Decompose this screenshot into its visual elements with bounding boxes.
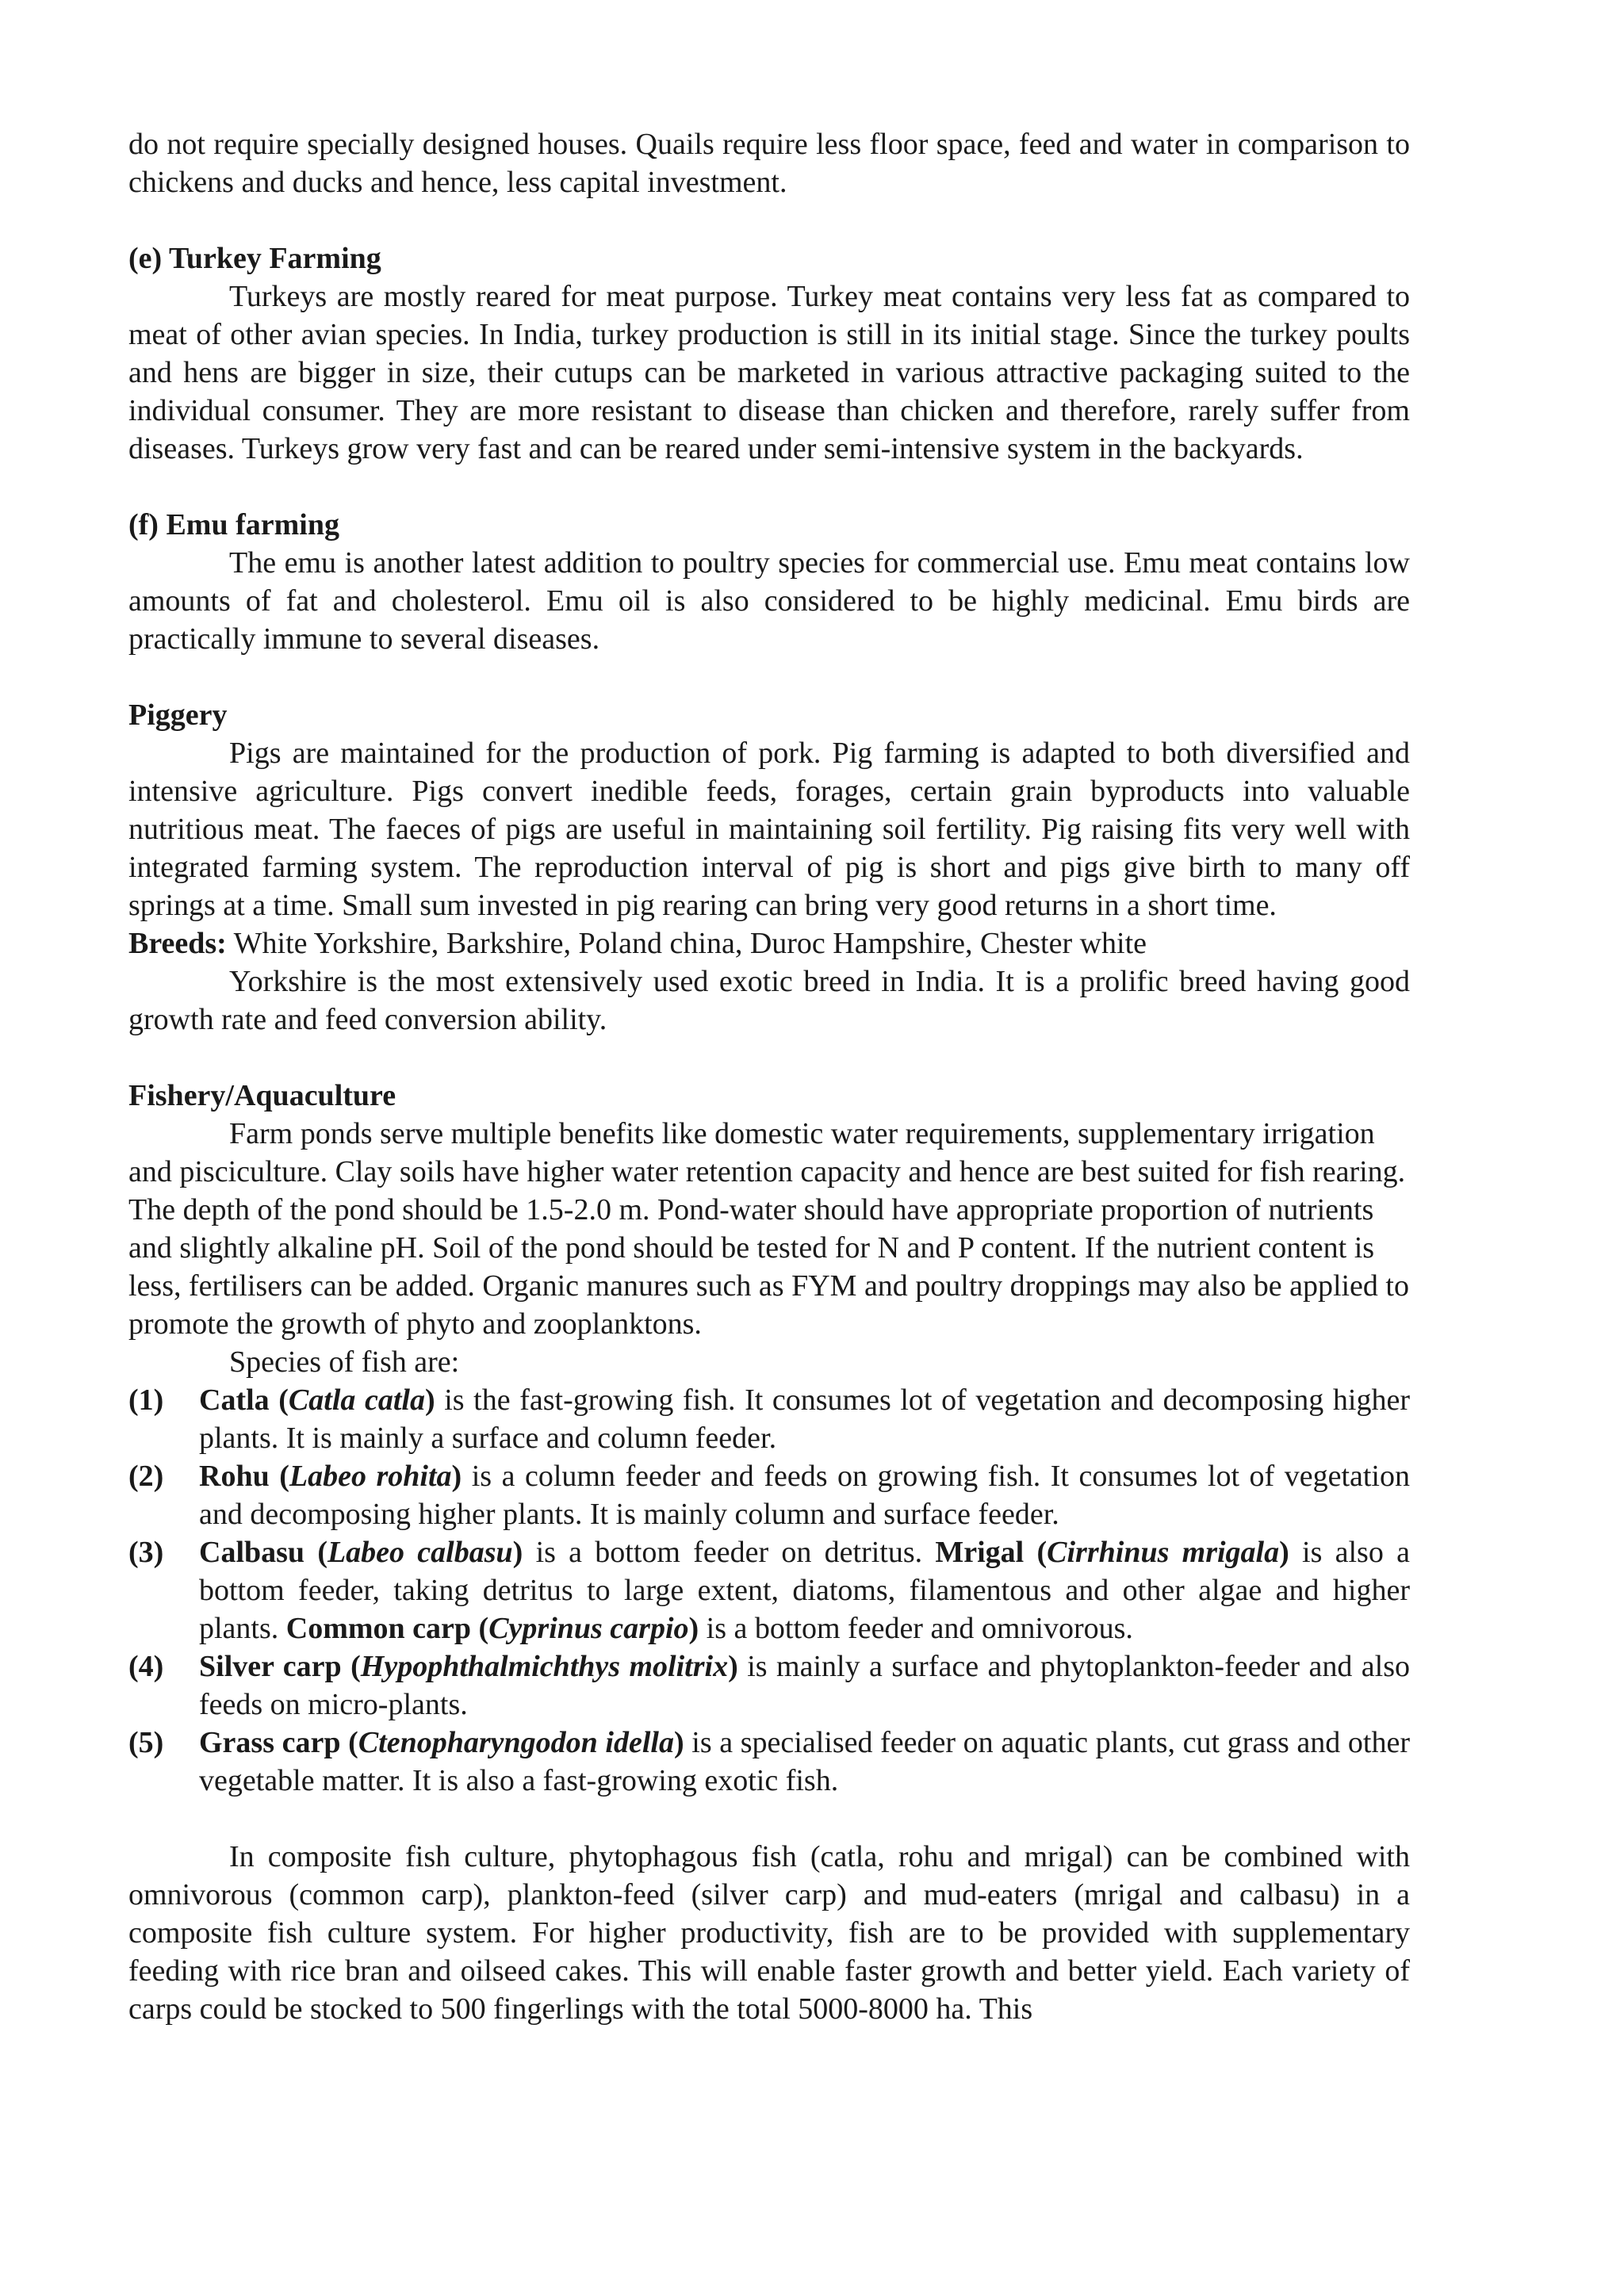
species-name: Grass carp ( xyxy=(199,1726,358,1759)
fishery-section xyxy=(128,1077,1410,2028)
species-name: Rohu ( xyxy=(199,1460,289,1493)
species-name-close: ) xyxy=(728,1650,738,1683)
yorkshire-note: Yorkshire is the most extensively used exotic breed in India. It is a prolific breed having good growth rate and feed conversion ability. xyxy=(128,965,1410,1036)
spacer xyxy=(128,201,1410,239)
list-item xyxy=(128,1381,1410,1457)
item-number: (4) xyxy=(128,1650,164,1683)
species-description xyxy=(199,1724,1410,1800)
species-name: Silver carp ( xyxy=(199,1650,361,1683)
emu-heading: (f) Emu farming xyxy=(128,508,339,541)
item-number: (5) xyxy=(128,1726,164,1759)
species-text: is a specialised feeder on aquatic plants, cut grass and other vegetable matter. It is also a fast-growing exotic fish. xyxy=(199,1726,1411,1797)
spacer xyxy=(128,468,1410,506)
piggery-heading: Piggery xyxy=(128,698,228,732)
piggery-section xyxy=(128,696,1410,1039)
species-text: is mainly a surface and phytoplankton-feeder and also feeds on micro-plants. xyxy=(199,1650,1411,1721)
species-description xyxy=(199,1457,1410,1533)
composite-culture-paragraph: In composite fish culture, phytophagous fish (catla, rohu and mrigal) can be combined with omnivorous (common carp), plankton-feed (silver carp) and mud-eaters (mrigal and calbasu) in a composite fish culture system. For higher productivity, fish are to be provided with supplementary feeding with rice bran and oilseed cakes. This will enable faster growth and better yield. Each variety of carps could be stocked to 500 fingerlings with the total 5000-8000 ha. This xyxy=(128,1840,1410,2026)
species-text: is a bottom feeder on detritus. xyxy=(523,1536,936,1569)
list-item xyxy=(128,1533,1410,1647)
fishery-heading: Fishery/Aquaculture xyxy=(128,1079,396,1112)
spacer xyxy=(128,1800,1410,1838)
turkey-body: Turkeys are mostly reared for meat purpose. Turkey meat contains very less fat as compared to meat of other avian species. In India, turkey production is still in its initial stage. Since the turkey poults and hens are bigger in size, their cutups can be marketed in various attractive packaging suited to the individual consumer. They are more resistant to disease than chicken and therefore, rarely suffer from diseases. Turkeys grow very fast and can be reared under semi-intensive system in the backyards. xyxy=(128,280,1410,465)
breeds-line xyxy=(128,924,1410,962)
species-text: is a bottom feeder and omnivorous. xyxy=(699,1612,1133,1645)
species-scientific-name: Labeo rohita xyxy=(289,1460,452,1493)
species-name: Common carp ( xyxy=(285,1612,489,1645)
turkey-section xyxy=(128,239,1410,468)
species-name-close: ) xyxy=(673,1726,684,1759)
turkey-heading: (e) Turkey Farming xyxy=(128,242,381,275)
species-name-close: ) xyxy=(1279,1536,1289,1569)
species-name-close: ) xyxy=(688,1612,699,1645)
breeds-label: Breeds: xyxy=(128,927,227,960)
species-text: is a column feeder and feeds on growing fish. It consumes lot of vegetation and decomposing higher plants. It is mainly column and surface feeder. xyxy=(199,1460,1410,1531)
species-intro: Species of fish are: xyxy=(229,1345,460,1379)
species-name-close: ) xyxy=(512,1536,523,1569)
species-name: Catla ( xyxy=(199,1383,289,1417)
fishery-body: Farm ponds serve multiple benefits like domestic water requirements, supplementary irrigation and pisciculture. Clay soils have higher water retention capacity and hence are best suited for fish rearing. The depth of the pond should be 1.5-2.0 m. Pond-water should have appropriate proportion of nutrients and slightly alkaline pH. Soil of the pond should be tested for N and P content. If the nutrient content is less, fertilisers can be added. Organic manures such as FYM and poultry droppings may also be applied to promote the growth of phyto and zooplanktons. xyxy=(128,1117,1409,1341)
species-text: is the fast-growing fish. It consumes lot of vegetation and decomposing higher plants. It is mainly a surface and column feeder. xyxy=(199,1383,1410,1455)
species-scientific-name: Cyprinus carpio xyxy=(488,1612,689,1645)
breeds-text: White Yorkshire, Barkshire, Poland china, Duroc Hampshire, Chester white xyxy=(226,927,1147,960)
document-page xyxy=(128,125,1410,2028)
list-item xyxy=(128,1647,1410,1724)
item-number: (2) xyxy=(128,1460,164,1493)
list-item xyxy=(128,1724,1410,1800)
emu-section xyxy=(128,506,1410,658)
species-scientific-name: Ctenopharyngodon idella xyxy=(358,1726,674,1759)
species-scientific-name: Hypophthalmichthys molitrix xyxy=(360,1650,729,1683)
spacer xyxy=(128,1039,1410,1077)
species-description xyxy=(199,1647,1410,1724)
species-name: Mrigal ( xyxy=(935,1536,1048,1569)
species-list xyxy=(128,1381,1410,1800)
item-number: (3) xyxy=(128,1536,164,1569)
species-scientific-name: Catla catla xyxy=(288,1383,425,1417)
piggery-body: Pigs are maintained for the production of pork. Pig farming is adapted to both diversified and intensive agriculture. Pigs convert inedible feeds, forages, certain grain byproducts into valuable nutritious meat. The faeces of pigs are useful in maintaining soil fertility. Pig raising fits very well with integrated farming system. The reproduction interval of pig is short and pigs give birth to many off springs at a time. Small sum invested in pig rearing can bring very good returns in a short time. xyxy=(128,737,1410,922)
list-item xyxy=(128,1457,1410,1533)
species-description xyxy=(199,1381,1410,1457)
species-description xyxy=(199,1533,1410,1647)
species-scientific-name: Cirrhinus mrigala xyxy=(1047,1536,1280,1569)
species-scientific-name: Labeo calbasu xyxy=(327,1536,513,1569)
species-text: is also a bottom feeder, taking detritus to large extent, diatoms, filamentous and other algae and higher plants. xyxy=(199,1536,1410,1645)
species-name-close: ) xyxy=(451,1460,462,1493)
intro-paragraph: do not require specially designed houses. Quails require less floor space, feed and water in comparison to chickens and ducks and hence, less capital investment. xyxy=(128,128,1410,199)
spacer xyxy=(128,658,1410,696)
emu-body: The emu is another latest addition to poultry species for commercial use. Emu meat contains low amounts of fat and cholesterol. Emu oil is also considered to be highly medicinal. Emu birds are practically immune to several diseases. xyxy=(128,546,1410,656)
species-name-close: ) xyxy=(424,1383,435,1417)
item-number: (1) xyxy=(128,1383,164,1417)
species-name: Calbasu ( xyxy=(199,1536,327,1569)
